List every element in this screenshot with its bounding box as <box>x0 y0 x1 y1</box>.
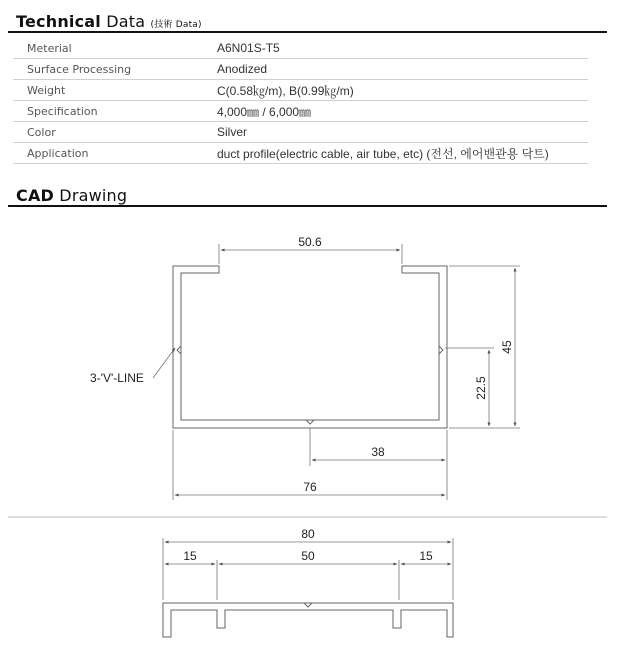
dim-half-width-label: 38 <box>371 445 385 459</box>
technical-title-main: Technical <box>16 12 101 31</box>
dim-cover-right-label: 15 <box>419 549 433 563</box>
spec-value-application: duct profile(electric cable, air tube, etc) (전선, 에어밴관용 닥트) <box>217 143 588 164</box>
v-line-leader <box>153 348 175 378</box>
cad-title-main: CAD <box>16 186 55 205</box>
spec-value-color: Silver <box>217 122 588 143</box>
duct-profile-shape <box>173 266 447 428</box>
spec-label-application: Application <box>13 143 217 164</box>
dim-cover <box>163 538 453 600</box>
spec-label-surface: Surface Processing <box>13 59 217 80</box>
spec-label-color: Color <box>13 122 217 143</box>
technical-title-rest: Data <box>100 12 151 31</box>
dim-cover-middle-label: 50 <box>301 549 315 563</box>
dim-cover-left-label: 15 <box>183 549 197 563</box>
spec-value-weight: C(0.58㎏/m), B(0.99㎏/m) <box>217 80 588 101</box>
spec-label-weight: Weight <box>13 80 217 101</box>
dim-half-height-label: 22.5 <box>474 376 488 400</box>
dim-width-label: 76 <box>303 480 317 494</box>
cad-title-rest: Drawing <box>54 186 128 205</box>
dim-top-opening-label: 50.6 <box>298 235 322 249</box>
dim-cover-total-label: 80 <box>301 527 315 541</box>
technical-title-sub: (技術 Data) <box>150 20 202 30</box>
spec-value-surface: Anodized <box>217 59 588 80</box>
dim-height-label: 45 <box>500 340 514 354</box>
v-line-note: 3-'V'-LINE <box>90 371 144 385</box>
spec-label-material: Meterial <box>13 38 217 59</box>
spec-label-specification: Specification <box>13 101 217 122</box>
cover-profile-shape <box>163 603 453 637</box>
spec-value-material: A6N01S-T5 <box>217 38 588 59</box>
spec-value-specification: 4,000㎜ / 6,000㎜ <box>217 101 588 122</box>
